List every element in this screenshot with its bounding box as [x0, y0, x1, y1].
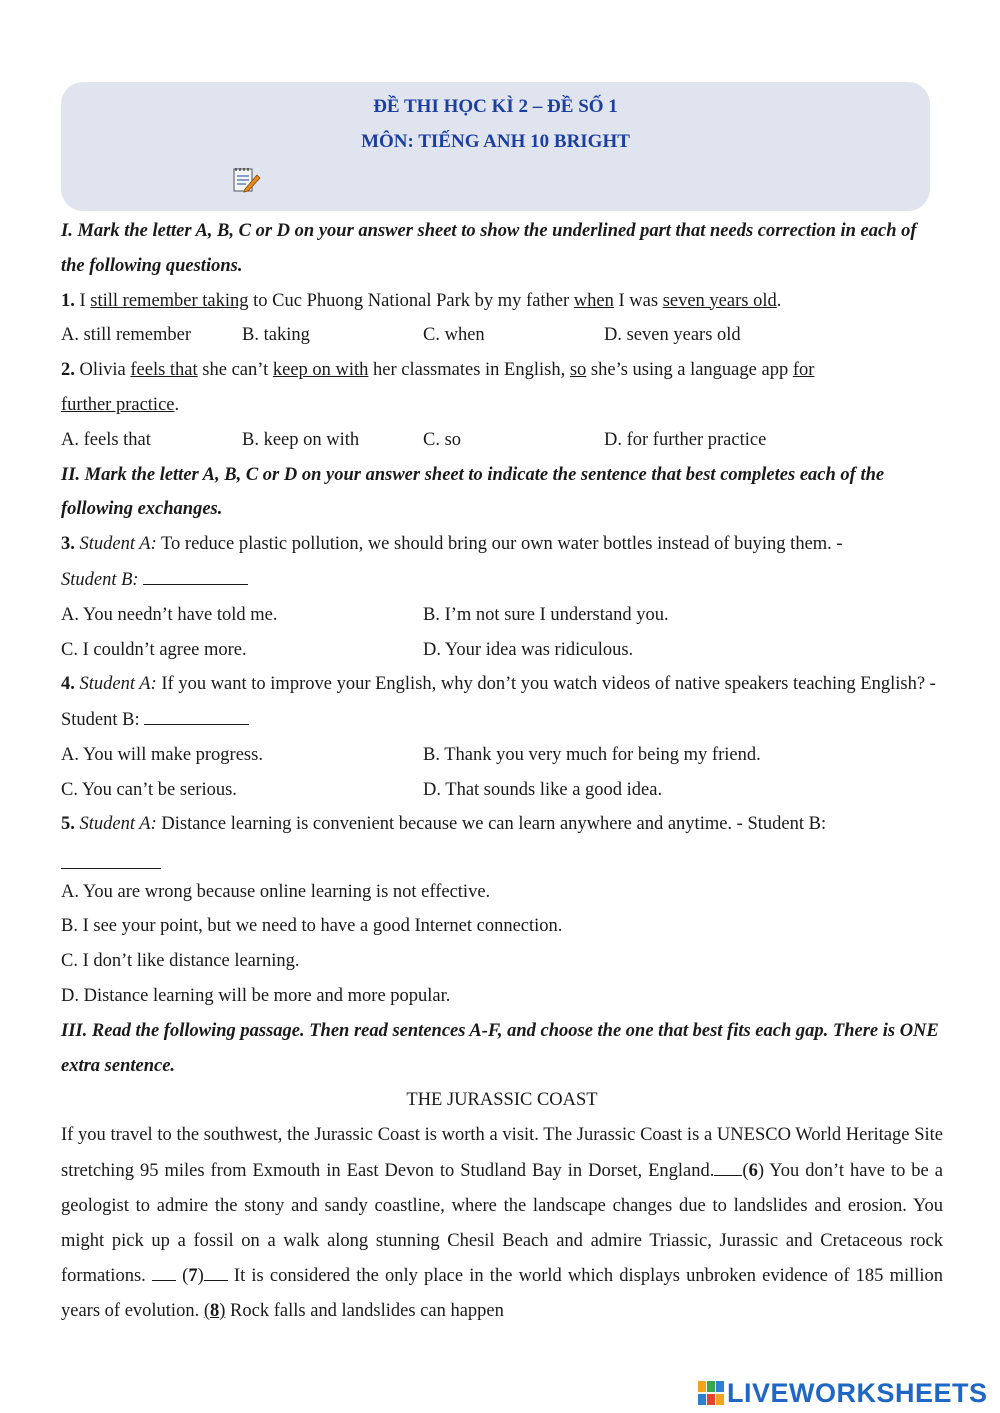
option-c[interactable]: C. so: [423, 429, 462, 450]
answer-blank[interactable]: [61, 841, 161, 869]
option-d[interactable]: D. Your idea was ridiculous.: [423, 639, 634, 660]
option-a[interactable]: A. still remember: [61, 325, 191, 346]
option-a[interactable]: A. You will make progress.: [61, 744, 263, 765]
option-d[interactable]: D. Distance learning will be more and more popular.: [61, 985, 451, 1006]
question-5: 5. Student A: Distance learning is convenient because we can learn anywhere and anytime. - Student B:: [61, 813, 827, 834]
exam-header: [61, 82, 930, 211]
question-2: 2. Olivia feels that she can’t keep on with her classmates in English, so she’s using a language app for further practice.: [61, 360, 815, 415]
gap-7-blank-left[interactable]: [152, 1258, 176, 1281]
question-1: 1. I still remember taking to Cuc Phuong National Park by my father when I was seven years old.: [61, 290, 782, 311]
option-d[interactable]: D. for further practice: [604, 429, 767, 450]
exam-title: ĐỀ THI HỌC KÌ 2 – ĐỀ SỐ 1: [373, 96, 618, 117]
question-1-options: [61, 318, 943, 353]
gap-6-blank[interactable]: [714, 1153, 742, 1176]
option-c[interactable]: C. You can’t be serious.: [61, 779, 237, 800]
passage-title: THE JURASSIC COAST: [406, 1090, 598, 1111]
option-b[interactable]: B. I see your point, but we need to have a good Internet connection.: [61, 916, 563, 937]
passage-body: If you travel to the southwest, the Jurassic Coast is worth a visit. The Jurassic Coast is a UNESCO World Heritage Site stretching 95 miles from Exmouth in East Devon to Studland Bay in Dorset, England. (6) You don’t have to be a geologist to admire the stony and sandy coastline, where the landscape changes due to landslides and erosion. You might pick up a fossil on a walk along stunning Chesil Beach and admire Triassic, Jurassic and Cretaceous rock formations. (7) It is considered the only place in the world which displays unbroken evidence of 185 million years of evolution. (8) Rock falls and landslides can happen: [61, 1125, 944, 1322]
liveworksheets-brand: LIVEWORKSHEETS: [727, 1378, 988, 1408]
option-c[interactable]: C. I don’t like distance learning.: [61, 951, 300, 972]
section-1-instruction: I. Mark the letter A, B, C or D on your answer sheet to show the underlined part that needs correction in each of the following questions.: [61, 221, 917, 276]
section-2-instruction: II. Mark the letter A, B, C or D on your answer sheet to indicate the sentence that best completes each of the following exchanges.: [61, 464, 885, 520]
question-4-options: [61, 738, 943, 808]
liveworksheets-logo[interactable]: [698, 1378, 988, 1408]
gap-7-blank-right[interactable]: [204, 1258, 228, 1281]
option-c[interactable]: C. when: [423, 325, 485, 346]
option-b[interactable]: B. keep on with: [242, 429, 360, 450]
option-a[interactable]: A. feels that: [61, 429, 151, 450]
notepad-pencil-icon: [231, 164, 261, 194]
option-b[interactable]: B. I’m not sure I understand you.: [423, 604, 669, 625]
option-d[interactable]: D. That sounds like a good idea.: [423, 779, 663, 800]
exam-subject: MÔN: TIẾNG ANH 10 BRIGHT: [361, 131, 630, 152]
question-2-options: [61, 423, 943, 458]
question-4: 4. Student A: If you want to improve your English, why don’t you watch videos of native speakers teaching English? - Student B:: [61, 674, 936, 731]
option-a[interactable]: A. You needn’t have told me.: [61, 604, 278, 625]
option-b[interactable]: B. taking: [242, 325, 310, 346]
option-a[interactable]: A. You are wrong because online learning is not effective.: [61, 881, 491, 902]
question-3-options: [61, 598, 943, 668]
option-b[interactable]: B. Thank you very much for being my friend.: [423, 744, 761, 765]
answer-blank[interactable]: [143, 562, 248, 585]
question-3: 3. Student A: To reduce plastic pollution, we should bring our own water bottles instead of buying them. - Student B:: [61, 534, 843, 590]
option-d[interactable]: D. seven years old: [604, 325, 741, 346]
worksheet-content: [61, 214, 943, 1329]
option-c[interactable]: C. I couldn’t agree more.: [61, 639, 247, 660]
liveworksheets-logo-icon: [698, 1381, 724, 1405]
answer-blank[interactable]: [144, 702, 249, 725]
section-3-instruction: III. Read the following passage. Then read sentences A-F, and choose the one that best fits each gap. There is ONE extra sentence.: [61, 1020, 939, 1076]
